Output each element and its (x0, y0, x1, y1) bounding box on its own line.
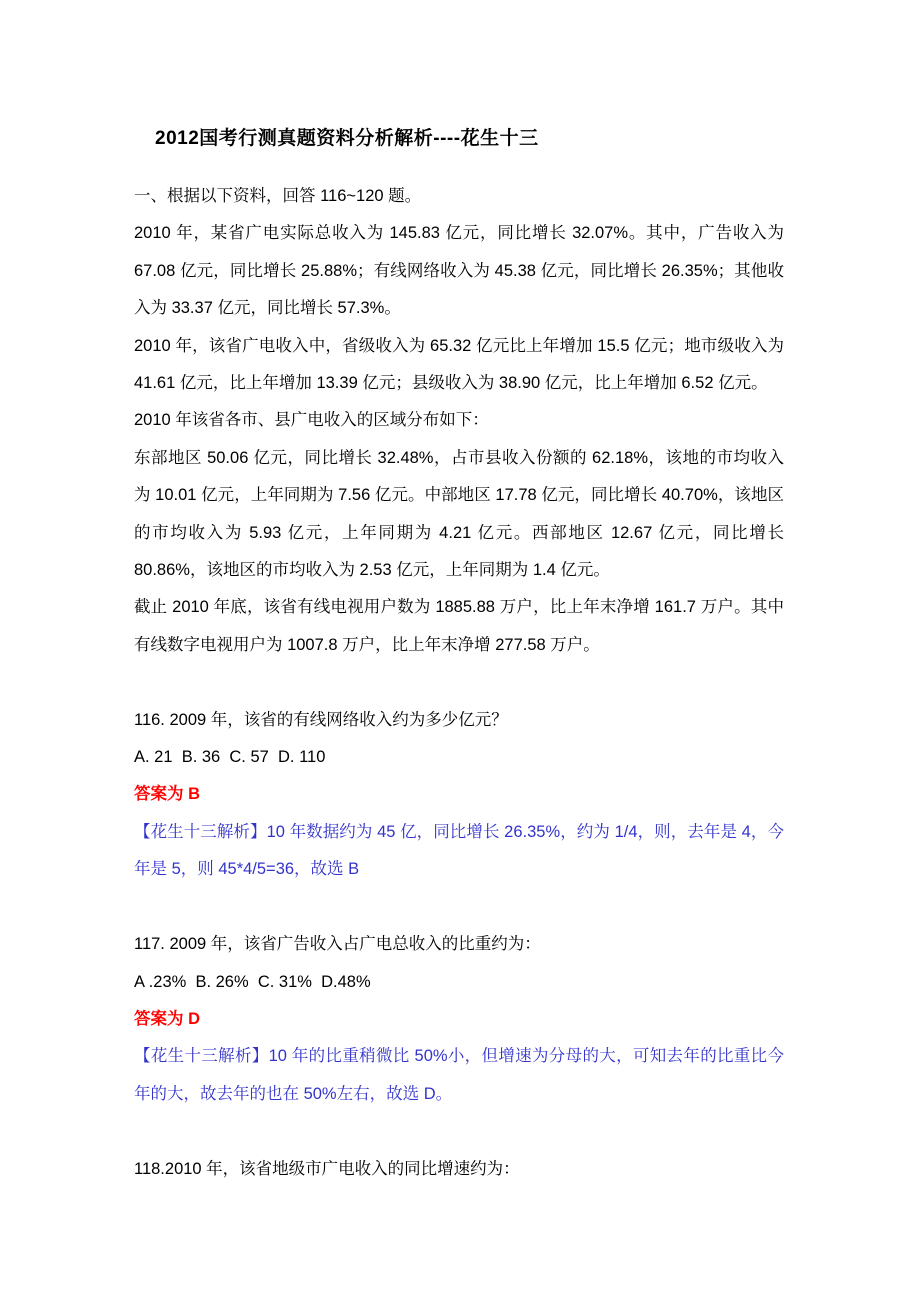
document-title: 2012国考行测真题资料分析解析----花生十三 (155, 128, 539, 149)
material-paragraph-4: 东部地区 50.06 亿元，同比增长 32.48%，占市县收入份额的 62.18%，该地的市均收入为 10.01 亿元，上年同期为 7.56 亿元。中部地区 17.78 亿元，同比增长 40.70%，该地区的市均收入为 5.93 亿元，上年同期为 4.21 亿元。西部地区 12.67 亿元，同比增长 80.86%，该地区的市均收入为 2.53 亿元，上年同期为 1.4 亿元。 (134, 448, 789, 580)
question-117-text: 117. 2009 年，该省广告收入占广电总收入的比重约为： (134, 935, 541, 954)
question-117-answer: 答案为 D (134, 1009, 200, 1028)
question-block-118 (134, 1151, 784, 1188)
material-paragraph-1: 2010 年，某省广电实际总收入为 145.83 亿元，同比增长 32.07%。其中，广告收入为 67.08 亿元，同比增长 25.88%；有线网络收入为 45.38 亿元，同比增长 26.35%；其他收入为 33.37 亿元，同比增长 57.3%。 (134, 224, 789, 318)
question-117-explanation: 【花生十三解析】10 年的比重稍微比 50%小，但增速为分母的大，可知去年的比重比今年的大，故去年的也在 50%左右，故选 D。 (134, 1047, 784, 1103)
question-116-answer: 答案为 B (134, 785, 200, 804)
question-116-options: A. 21 B. 36 C. 57 D. 110 (134, 748, 326, 767)
question-117-options: A .23% B. 26% C. 31% D.48% (134, 972, 371, 991)
question-116-explanation: 【花生十三解析】10 年数据约为 45 亿，同比增长 26.35%，约为 1/4，则，去年是 4，今年是 5，则 45*4/5=36，故选 B (134, 822, 784, 879)
question-block-116 (134, 702, 784, 889)
intro-line: 一、根据以下资料，回答 116~120 题。 (134, 187, 422, 205)
material-paragraph-2: 2010 年，该省广电收入中，省级收入为 65.32 亿元比上年增加 15.5 亿元；地市级收入为 41.61 亿元，比上年增加 13.39 亿元；县级收入为 38.90 亿元，比上年增加 6.52 亿元。 (134, 336, 789, 393)
material-paragraph-3: 2010 年该省各市、县广电收入的区域分布如下： (134, 411, 489, 430)
question-116-text: 116. 2009 年，该省的有线网络收入约为多少亿元？ (134, 710, 508, 729)
question-block-117 (134, 926, 784, 1113)
question-118-text: 118.2010 年，该省地级市广电收入的同比增速约为： (134, 1159, 520, 1178)
material-paragraph-5: 截止 2010 年底，该省有线电视用户数为 1885.88 万户，比上年末净增 161.7 万户。其中有线数字电视用户为 1007.8 万户，比上年末净增 277.58 万户。 (134, 598, 784, 654)
material-section (134, 215, 789, 664)
